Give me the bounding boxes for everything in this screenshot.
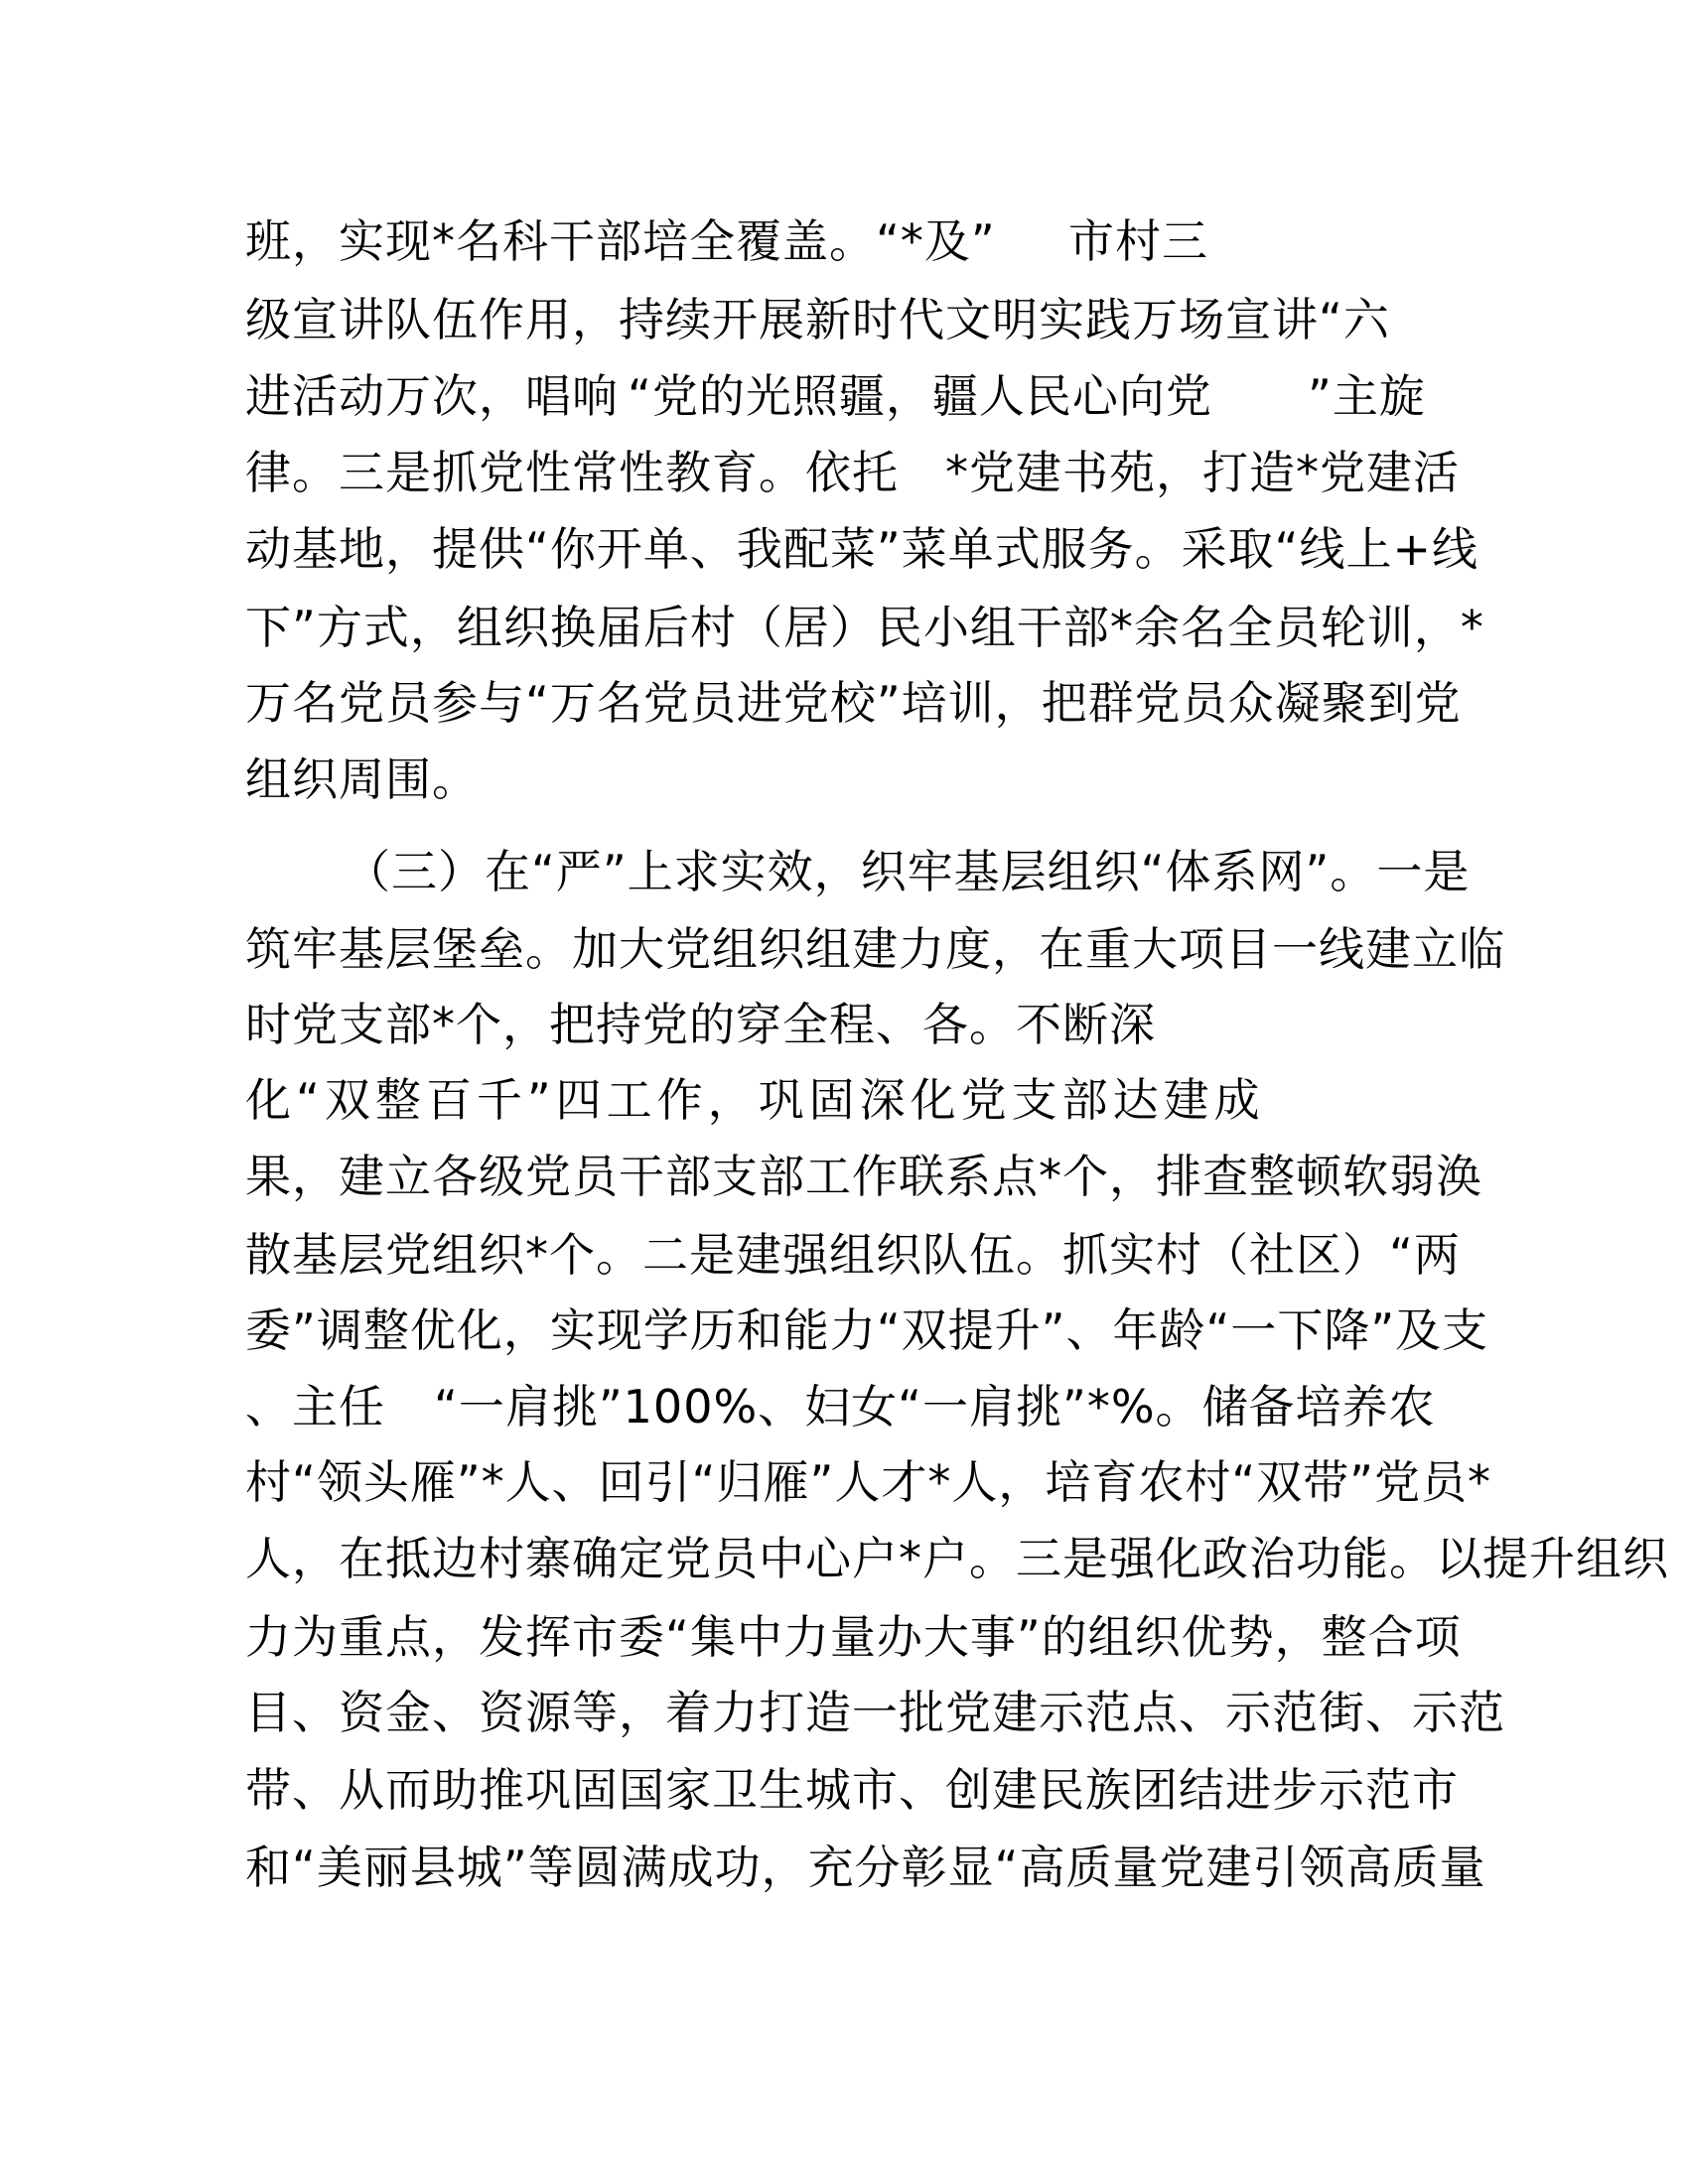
text-segment: “一肩挑”100%、妇女“一肩挑”*%。储备培养农: [434, 1380, 1436, 1433]
text-line: 目、资金、资源等，着力打造一批党建示范点、示范街、示范: [245, 1686, 1505, 1739]
text-line: 村“领头雁”*人、回引“归雁”人才*人，培育农村“双带”党员*: [245, 1455, 1491, 1509]
text-segment: 市村三: [1068, 214, 1208, 268]
text-line: 万名党员参与“万名党员进党校”培训，把群党员众凝聚到党: [245, 676, 1462, 730]
text-segment: 班，实现*名科干部培全覆盖。“*及”: [245, 214, 996, 268]
text-line: 筑牢基层堡垒。加大党组织组建力度，在重大项目一线建立临: [245, 922, 1505, 976]
text-line: 力为重点，发挥市委“集中力量办大事”的组织优势，整合项: [245, 1610, 1462, 1664]
text-line: 带、从而助推巩固国家卫生城市、创建民族团结进步示范市: [245, 1763, 1459, 1817]
text-line: 级宣讲队伍作用，持续开展新时代文明实践万场宣讲“六: [245, 293, 1390, 346]
text-line: 化“双整百千”四工作，巩固深化党支部达建成: [245, 1073, 1265, 1127]
text-line: 时党支部*个，把持党的穿全程、各。不断深: [245, 998, 1156, 1051]
text-line: 组织周围。: [245, 752, 479, 806]
text-segment: 律。三是抓党性常性教育。依托: [245, 446, 899, 499]
text-segment: ”主旋: [1308, 369, 1426, 423]
text-segment: 、主任: [245, 1380, 385, 1433]
paragraph-heading-line: （三）在“严”上求实效，织牢基层组织“体系网”。一是: [345, 845, 1471, 898]
text-line: 动基地，提供“你开单、我配菜”菜单式服务。采取“线上+线: [245, 522, 1479, 576]
text-segment: 进活动万次，唱响: [245, 369, 619, 423]
text-line: 人，在抵边村寨确定党员中心户*户。三是强化政治功能。以提升组织: [245, 1532, 1669, 1585]
text-line: 和“美丽县城”等圆满成功，充分彰显“高质量党建引领高质量: [245, 1841, 1486, 1894]
text-line: 委”调整优化，实现学历和能力“双提升”、年龄“一下降”及支: [245, 1303, 1489, 1357]
text-segment: “党的光照疆，疆人民心向党: [628, 369, 1212, 423]
text-line: 散基层党组织*个。二是建强组织队伍。抓实村（社区）“两: [245, 1228, 1461, 1282]
text-line: 果，建立各级党员干部支部工作联系点*个，排查整顿软弱涣: [245, 1150, 1482, 1203]
text-line: 下”方式，组织换届后村（居）民小组干部*余名全员轮训，*: [245, 601, 1484, 654]
text-segment: *党建书苑，打造*党建活: [945, 446, 1460, 499]
